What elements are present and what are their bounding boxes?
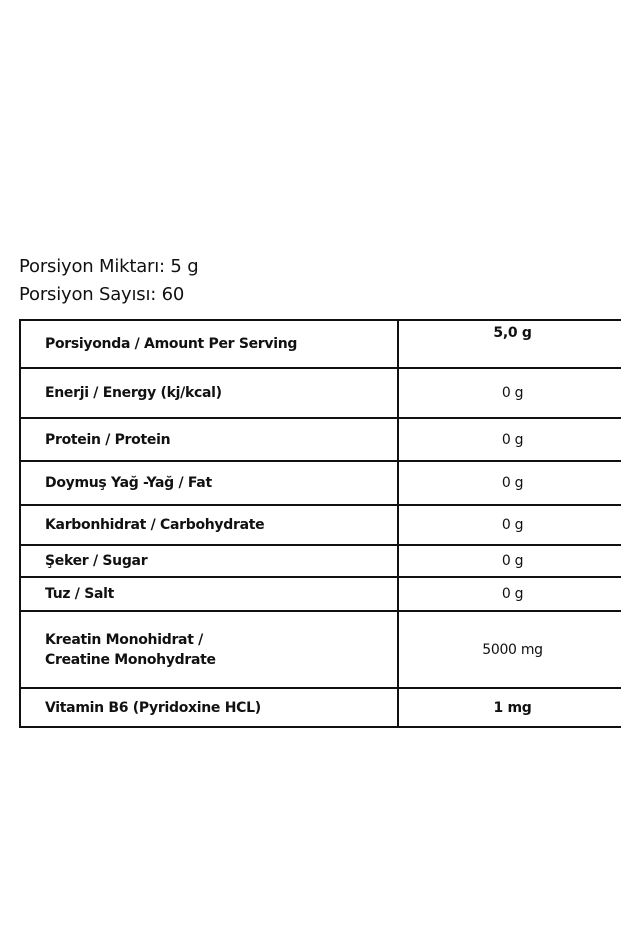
table-row-protein [20,418,621,461]
row-value: 0 g [398,368,621,418]
table-row-energy [20,368,621,418]
row-value: 0 g [398,418,621,461]
row-value: 5000 mg [398,611,621,688]
row-value: 0 g [398,545,621,577]
table-row-sugar [20,545,621,577]
nutrition-table [19,319,621,728]
row-label: Karbonhidrat / Carbohydrate [20,505,398,545]
row-label: Şeker / Sugar [20,545,398,577]
row-label: Vitamin B6 (Pyridoxine HCL) [20,688,398,727]
row-value: 1 mg [398,688,621,727]
row-label-line-2: Creatine Monohydrate [45,651,216,668]
row-value: 0 g [398,461,621,505]
row-label: Enerji / Energy (kj/kcal) [20,368,398,418]
row-label [20,611,398,688]
row-value: 5,0 g [398,320,621,368]
table-row-fat [20,461,621,505]
row-label-line-1: Kreatin Monohidrat / [45,631,203,648]
table-row-amount-per-serving [20,320,621,368]
serving-size-text: Porsiyon Miktarı: 5 g [19,256,199,277]
table-row-carbohydrate [20,505,621,545]
row-value: 0 g [398,505,621,545]
row-label: Porsiyonda / Amount Per Serving [20,320,398,368]
row-label: Protein / Protein [20,418,398,461]
table-row-creatine [20,611,621,688]
serving-count-text: Porsiyon Sayısı: 60 [19,284,185,305]
row-label: Doymuş Yağ -Yağ / Fat [20,461,398,505]
table-row-vitamin-b6 [20,688,621,727]
row-label: Tuz / Salt [20,577,398,611]
row-value: 0 g [398,577,621,611]
serving-info [19,253,198,309]
table-row-salt [20,577,621,611]
